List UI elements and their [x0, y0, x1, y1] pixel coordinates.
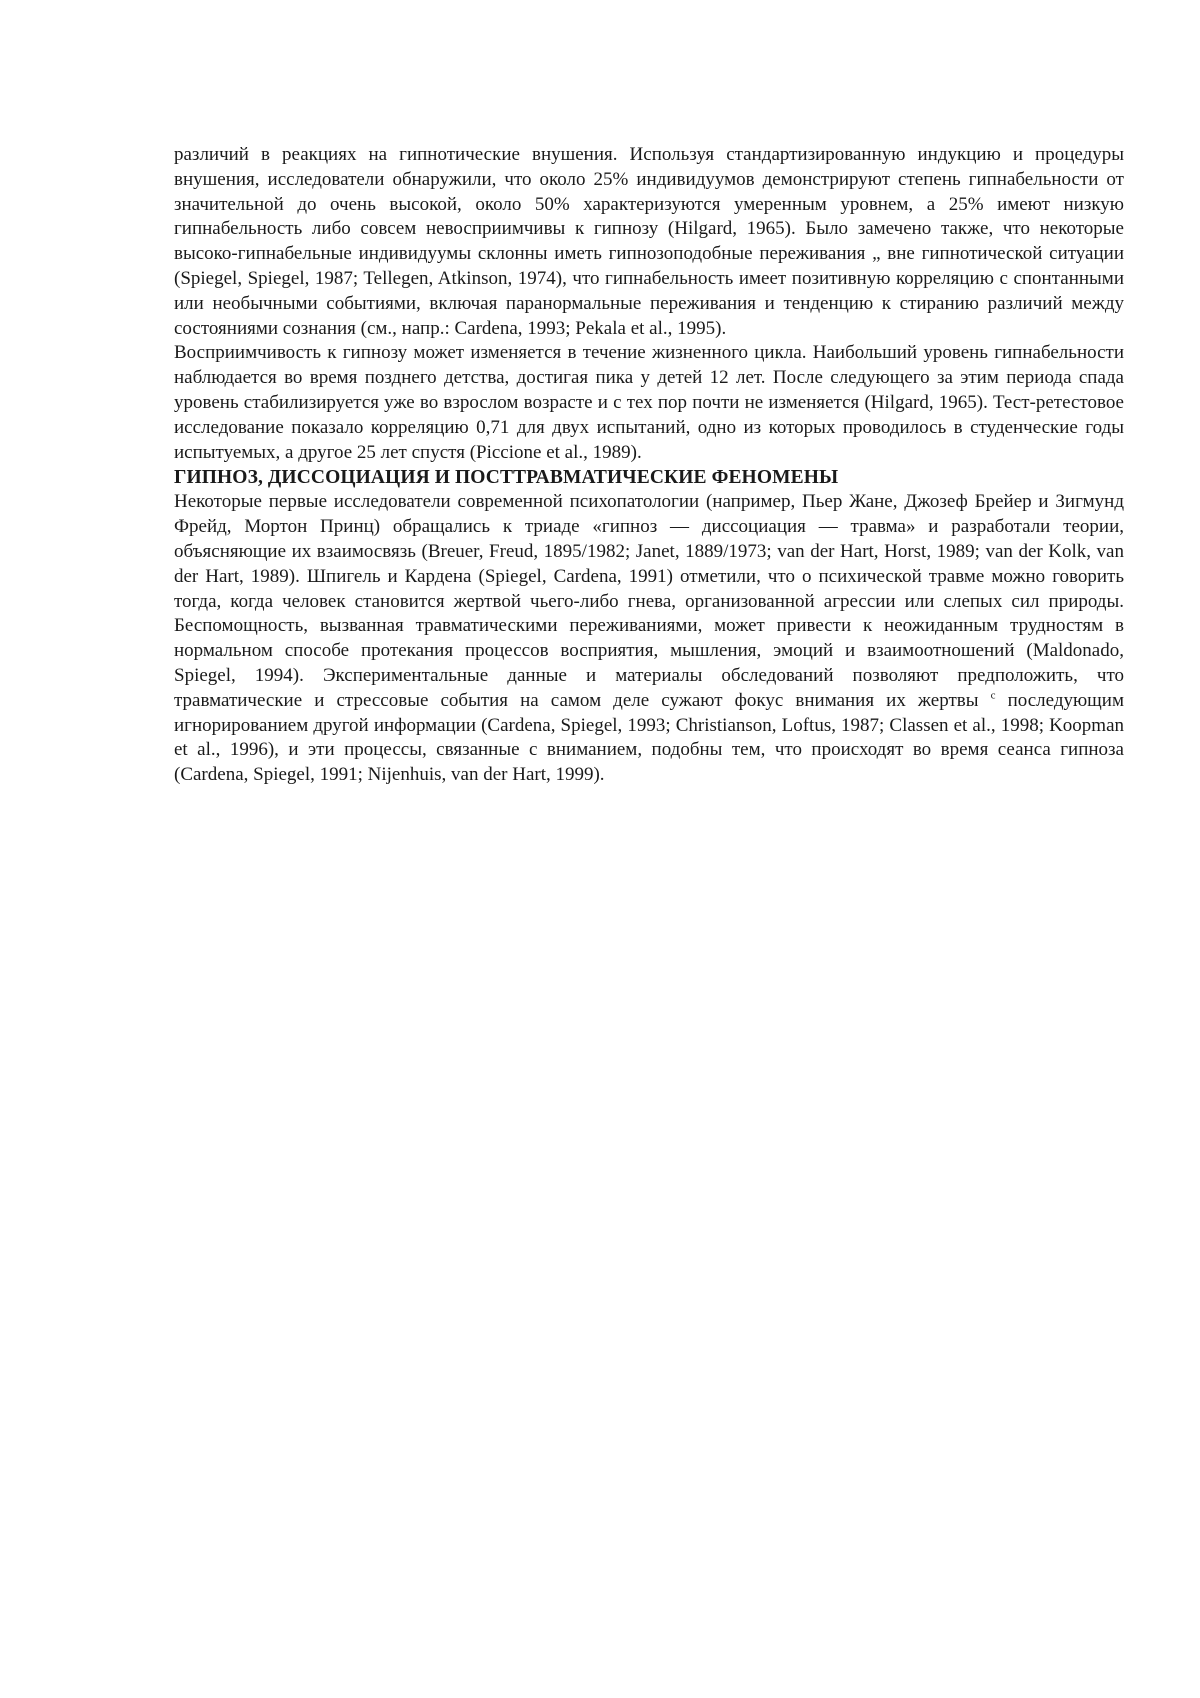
document-page: [174, 143, 1124, 788]
paragraph-trauma-text-part-2: последующим игнорированием другой информации (Cardena, Spiegel, 1993; Christianson, Loftus, 1987; Classen et al., 1998; Koopman et al., 1996), и эти процессы, связанные с вниманием, подобны тем, что происходят во время сеанса гипноза (Cardena, Spiegel, 1991; Nijenhuis, van der Hart, 1999).: [174, 689, 1125, 786]
paragraph-trauma-dissociation: [174, 490, 1124, 788]
paragraph-trauma-text-part-1: Некоторые первые исследователи современной психопатологии (например, Пьер Жане, Джозеф Брейер и Зигмунд Фрейд, Мортон Принц) обращались к триаде «гипноз — диссоциация — травма» и разработали теории, объясняющие их взаимосвязь (Breuer, Freud, 1895/1982; Janet, 1889/1973; van der Hart, Horst, 1989; van der Kolk, van der Hart, 1989). Шпигель и Кардена (Spiegel, Cardena, 1991) отметили, что о психической травме можно говорить тогда, когда человек становится жертвой чьего-либо гнева, организованной агрессии или слепых сил природы. Беспомощность, вызванная травматическими переживаниями, может привести к неожиданным трудностям в нормальном способе протекания процессов восприятия, мышления, эмоций и взаимоотношений (Maldonado, Spiegel, 1994). Экспериментальные данные и материалы обследований позволяют предположить, что травматические и стрессовые события на самом деле сужают фокус внимания их жертвы: [174, 491, 1124, 711]
paragraph-hypnotizability-lifespan: Восприимчивость к гипнозу может изменяется в течение жизненного цикла. Наибольший уровень гипнабельности наблюдается во время позднего детства, достигая пика у детей 12 лет. После следующего за этим периода спада уровень стабилизируется уже во взрослом возрасте и с тех пор почти не изменяется (Hilgard, 1965). Тест-ретестовое исследование показало корреляцию 0,71 для двух испытаний, одно из которых проводилось в студенческие годы испытуемых, а другое 25 лет спустя (Piccione et al., 1989).: [174, 342, 1124, 463]
superscript-mark: с: [990, 689, 996, 702]
section-heading: ГИПНОЗ, ДИССОЦИАЦИЯ И ПОСТТРАВМАТИЧЕСКИЕ ФЕНОМЕНЫ: [174, 467, 839, 489]
paragraph-hypnotizability-distribution: различий в реакциях на гипнотические внушения. Используя стандартизированную индукцию и процедуры внушения, исследователи обнаружили, что около 25% индивидуумов демонстрируют степень гипнабельности от значительной до очень высокой, около 50% характеризуются умеренным уровнем, а 25% имеют низкую гипнабельность либо совсем невосприимчивы к гипнозу (Hilgard, 1965). Было замечено также, что некоторые высоко-гипнабельные индивидуумы склонны иметь гипнозоподобные переживания „ вне гипнотической ситуации (Spiegel, Spiegel, 1987; Tellegen, Atkinson, 1974), что гипнабельность имеет позитивную корреляцию с спонтанными или необычными событиями, включая паранормальные переживания и тенденцию к стиранию различий между состояниями сознания (см., напр.: Cardena, 1993; Pekala et al., 1995).: [174, 144, 1124, 339]
